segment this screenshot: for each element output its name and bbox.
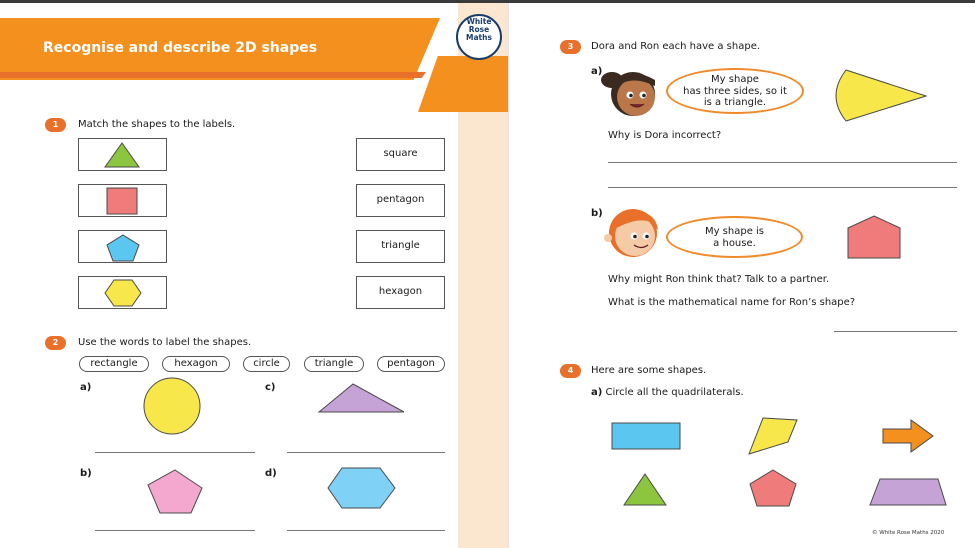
copyright-footer: © White Rose Maths 2020 (872, 530, 945, 536)
question-number-2: 2 (45, 336, 66, 350)
q3-part-a: a) (591, 66, 603, 77)
q3-prompt: Dora and Ron each have a shape. (591, 41, 761, 52)
q1-label-pentagon[interactable]: pentagon (356, 184, 445, 217)
q2-prompt: Use the words to label the shapes. (78, 337, 252, 348)
dora-speech-line-1: My shape (711, 74, 759, 85)
word-chip-pentagon[interactable]: pentagon (377, 356, 445, 372)
q4-part-a: a) (591, 387, 603, 398)
blue-rectangle-shape (612, 423, 680, 449)
question-number-3: 3 (560, 40, 581, 54)
purple-trapezium-shape (870, 479, 946, 505)
q1-label-hexagon[interactable]: hexagon (356, 276, 445, 309)
q4-prompt: Here are some shapes. (591, 365, 707, 376)
q1-label-square[interactable]: square (356, 138, 445, 171)
q2-part-b: b) (80, 468, 92, 479)
logo-text: White Rose Maths (466, 17, 492, 42)
dora-speech-line-2: has three sides, so it (683, 85, 787, 97)
q2-part-a: a) (80, 382, 92, 393)
red-pentagon-shape (750, 470, 796, 506)
dora-speech-line-3: is a triangle. (703, 97, 767, 108)
word-chip-triangle[interactable]: triangle (304, 356, 364, 372)
green-triangle-q4-shape (624, 474, 666, 505)
word-chip-circle[interactable]: circle (243, 356, 290, 372)
q4-task-text: Circle all the quadrilaterals. (605, 387, 744, 398)
yellow-quadrilateral-shape (749, 418, 797, 454)
q3b-question-2: What is the mathematical name for Ron’s shape? (608, 297, 856, 308)
q1-label-triangle[interactable]: triangle (356, 230, 445, 263)
word-chip-hexagon[interactable]: hexagon (162, 356, 230, 372)
q2-part-d: d) (265, 468, 277, 479)
orange-arrow-shape (883, 420, 933, 452)
question-number-1: 1 (45, 118, 66, 132)
q2-part-c: c) (265, 382, 276, 393)
word-chip-rectangle[interactable]: rectangle (79, 356, 149, 372)
q1-prompt: Match the shapes to the labels. (78, 119, 236, 130)
ron-speech-line-2: a house. (713, 237, 756, 249)
q3a-question: Why is Dora incorrect? (608, 130, 722, 141)
q3-part-b: b) (591, 208, 603, 219)
page-title: Recognise and describe 2D shapes (43, 40, 318, 56)
q3b-question-1: Why might Ron think that? Talk to a partner. (608, 274, 830, 285)
ron-speech-line-1: My shape is (704, 226, 765, 237)
question-number-4: 4 (560, 364, 581, 378)
